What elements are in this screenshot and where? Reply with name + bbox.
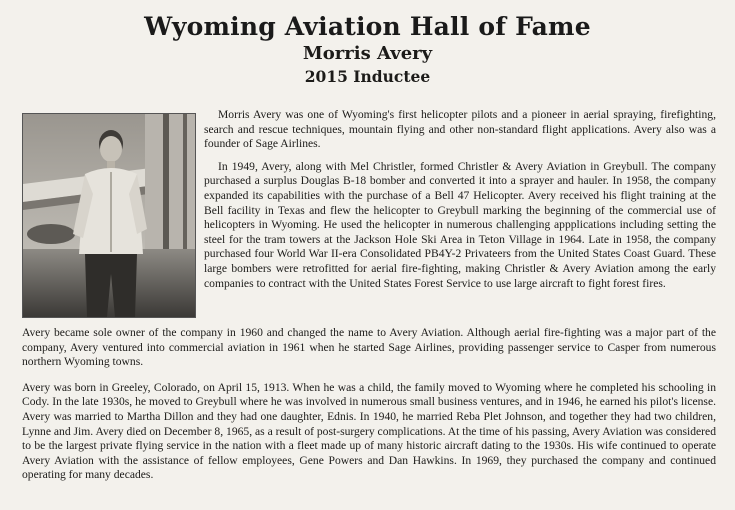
pilot-portrait-photo (22, 113, 196, 318)
full-width-text (22, 326, 716, 494)
paragraph-biography: Avery was born in Greeley, Colorado, on April 15, 1913. When he was a child, the family moved to Wyoming where he completed his schooling in Cody. In the late 1930s, he moved to Greybull where he was involved in numerous small business ventures, and in 1946, he earned his pilot's license. Avery was married to Martha Dillon and they had one daughter, Ednis. In 1940, he married Reba Plet Johnson, and together they had two children, Lynne and Jim. Avery died on December 8, 1965, as a result of post-surgery complications. At the time of his passing, Avery Aviation was considered to be the largest private flying service in the nation with a fleet made up of many historic aircraft dating to the 1930s. His wife continued to operate Avery Aviation with the assistance of fellow employees, Gene Powers and Dan Hawkins. In 1969, they purchased the company and continued operating for many decades. (22, 380, 716, 482)
intro-column (204, 108, 716, 299)
inductee-name: Morris Avery (302, 43, 433, 64)
photo-illustration (23, 114, 195, 317)
page-title: Wyoming Aviation Hall of Fame (144, 12, 591, 41)
inductee-year: 2015 Inductee (304, 67, 431, 86)
paragraph-sole-owner: Avery became sole owner of the company in 1960 and changed the name to Avery Aviation. Although aerial fire-fighting was a major part of the company, Avery ventured into commercial aviation in 1961 when he started Sage Airlines, providing passenger service to Casper from numerous northern Wyoming towns. (22, 326, 716, 369)
paragraph-company-history: In 1949, Avery, along with Mel Christler, formed Christler & Avery Aviation in Greybull. The company purchased a surplus Douglas B-18 bomber and converted it into a sprayer and hauler. In 1958, the company expanded its capabilities with the purchase of a Bell 47 Helicopter. Avery received his flight training at the Bell facility in Texas and flew the helicopter to Greybull marking the beginning of the commercial use of helicopters in Wyoming. He used the helicopter in numerous challenging appplications including setting the steel for the tram towers at the Jackson Hole Ski Area in Teton Village in 1964. Late in 1958, the company purchased four World War II-era Consolidated PB4Y-2 Privateers from the United States Coast Guard. These large bombers were retrofitted for aerial fire-fighting, making Christler & Avery Aviation among the early companies to contract with the United States Forest Service to use large aircraft to fight forest fires. (204, 159, 716, 290)
paragraph-intro: Morris Avery was one of Wyoming's first helicopter pilots and a pioneer in aerial spraying, firefighting, search and rescue techniques, mountain flying and other non-standard flight applications. Avery also was a founder of Sage Airlines. (204, 108, 716, 151)
page-header (0, 12, 735, 88)
